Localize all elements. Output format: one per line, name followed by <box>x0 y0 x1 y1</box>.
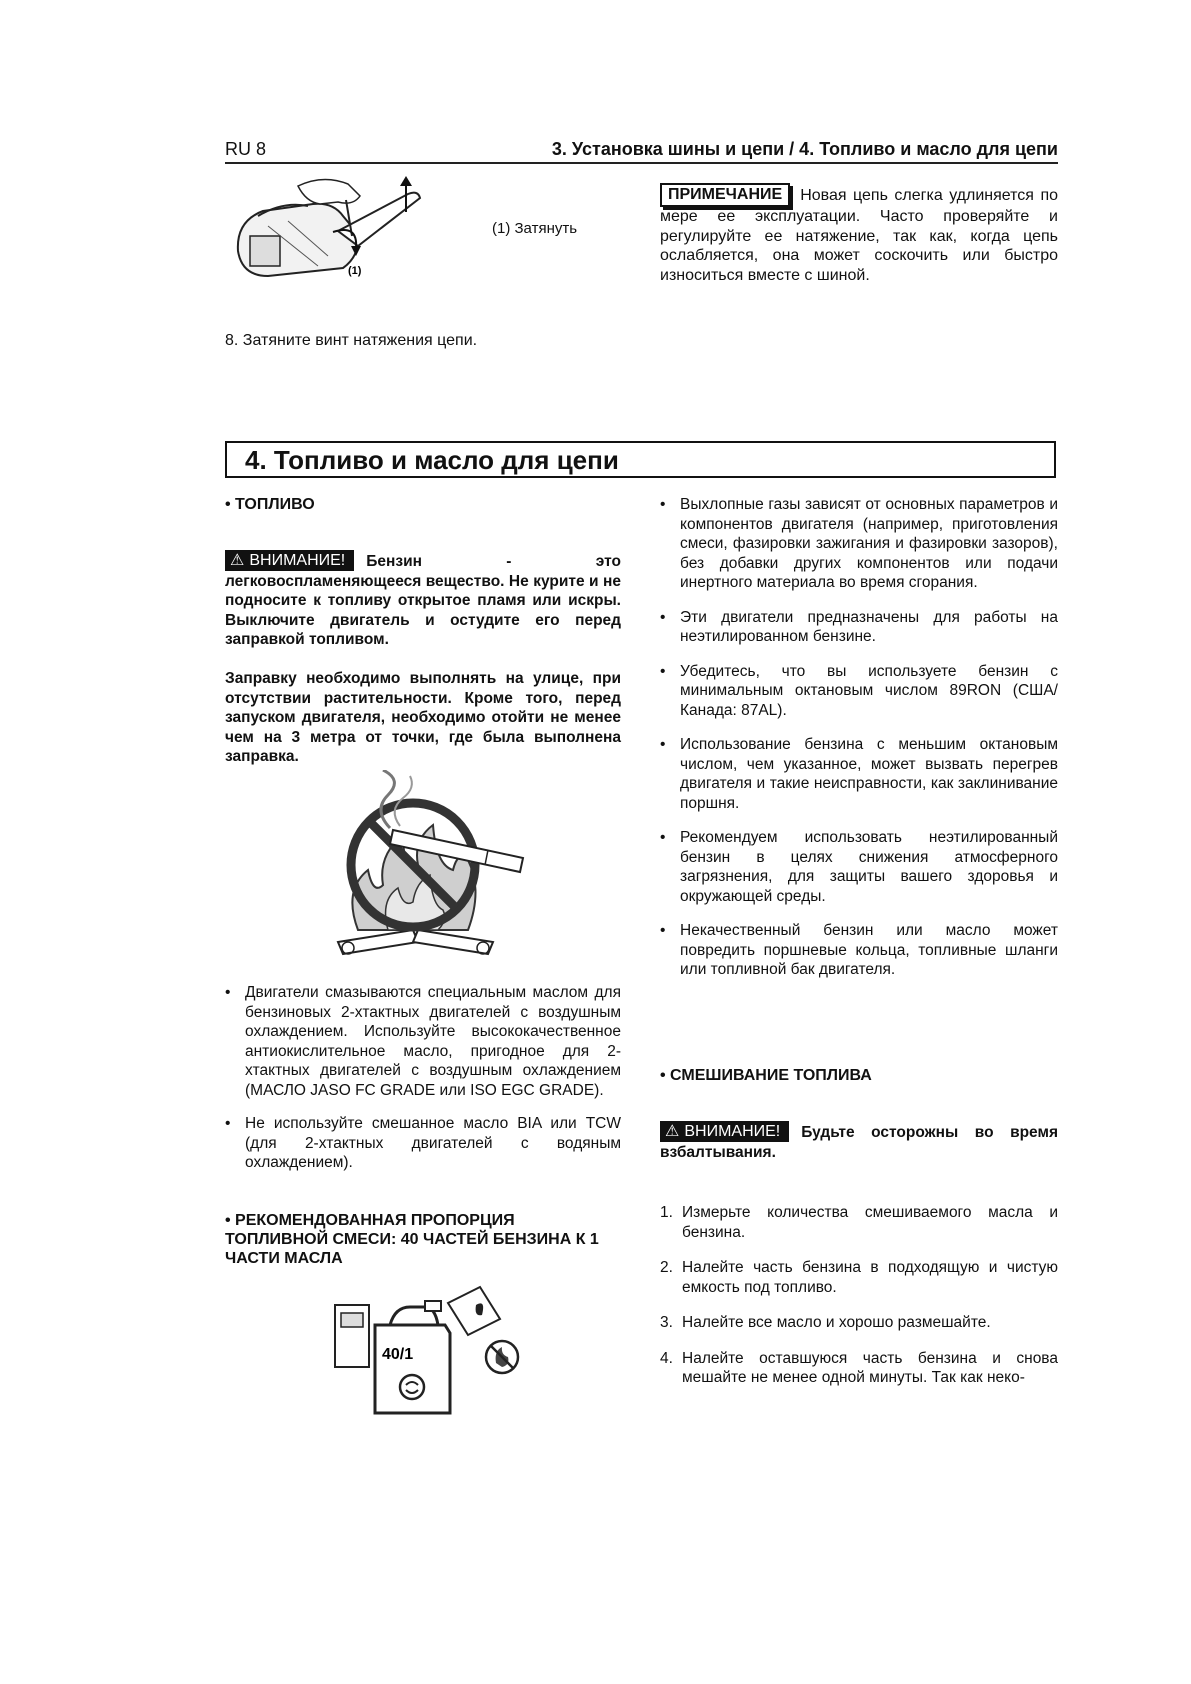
mixing-warning <box>660 1121 1058 1162</box>
fuel-heading: • ТОПЛИВО <box>225 496 315 513</box>
list-item: • Некачественный бензин или масло может повредить поршневые кольца, топливные шланги или топливной бак двигателя. <box>660 921 1058 980</box>
refuel-instructions: Заправку необходимо выполнять на улице, при отсутствии растительности. Кроме того, перед запуском двигателя, необходимо отойти не менее чем на 3 метра от точки, где была выполнена заправка. <box>225 670 621 765</box>
note-block <box>660 183 1058 285</box>
mixing-steps <box>660 1203 1058 1388</box>
mix-ratio-heading: • РЕКОМЕНДОВАННАЯ ПРОПОРЦИЯ ТОПЛИВНОЙ СМЕСИ: 40 ЧАСТЕЙ БЕНЗИНА К 1 ЧАСТИ МАСЛА <box>225 1212 599 1267</box>
warning-icon: ⚠ <box>230 552 245 569</box>
no-smoking-no-flame-icon <box>318 770 528 966</box>
warning-badge: ⚠ ВНИМАНИЕ! <box>660 1121 789 1142</box>
note-text: Новая цепь слегка удлиняется по мере ее эксплуатации. Часто проверяйте и регулируйте ее натяжение, так как, когда цепь ослабляется, она может соскочить или быстро износиться вместе с шиной. <box>660 187 1058 284</box>
header-divider <box>225 162 1058 164</box>
step-item: 1. Измерьте количества смешиваемого масла и бензина. <box>660 1204 1058 1241</box>
warning-badge: ⚠ ВНИМАНИЕ! <box>225 550 354 571</box>
fuel-warning <box>225 550 621 650</box>
list-item: • Двигатели смазываются специальным маслом для бензиновых 2-хтактных двигателей с воздушным охлаждением. Используйте высококачественное антиокислительное масло, пригодное для 2-хтактных двигателей с воздушным охлаждением (МАСЛО JASO FC GRADE или ISO EGC GRADE). <box>225 983 621 1100</box>
section-title: 4. Топливо и масло для цепи <box>225 441 1056 478</box>
list-item: • Эти двигатели предназначены для работы на неэтилированном бензине. <box>660 608 1058 647</box>
right-bullet-list <box>660 495 1058 980</box>
list-item: • Рекомендуем использовать неэтилированный бензин в целях снижения атмосферного загрязнения, для защиты вашего здоровья и окружающей среды. <box>660 828 1058 906</box>
fuel-can-illustration <box>330 1285 525 1420</box>
figure-caption: (1) Затянуть <box>492 220 578 237</box>
left-bullet-list <box>225 983 621 1173</box>
running-header-title: 3. Установка шины и цепи / 4. Топливо и масло для цепи <box>551 139 1058 159</box>
mixing-heading: • СМЕШИВАНИЕ ТОПЛИВА <box>660 1067 872 1084</box>
figure-callout: (1) <box>348 265 362 277</box>
step-item: 2. Налейте часть бензина в подходящую и чистую емкость под топливо. <box>660 1259 1058 1296</box>
can-ratio-label: 40/1 <box>382 1346 414 1363</box>
step-8: 8. Затяните винт натяжения цепи. <box>225 332 478 349</box>
step-item: 4. Налейте оставшуюся часть бензина и снова мешайте не менее одной минуты. Так как неко- <box>660 1349 1058 1386</box>
list-item: • Выхлопные газы зависят от основных параметров и компонентов двигателя (например, приготовления смеси, фазировки зажигания и фазировки зазоров), без добавки других компонентов или подачи инертного материала во время сгорания. <box>660 495 1058 593</box>
page-label: RU 8 <box>225 139 267 159</box>
note-badge: ПРИМЕЧАНИЕ <box>660 183 790 207</box>
list-item: • Убедитесь, что вы используете бензин с минимальным октановым числом 89RON (США/Канада: 87AL). <box>660 662 1058 721</box>
warning-text: Бензин - это легковоспламеняющееся вещество. Не курите и не подносите к топливу открытое пламя или искры. Выключите двигатель и остудите его перед заправкой топливом. <box>225 553 621 648</box>
warning-text: Будьте осторожны во время взбалтывания. <box>660 1124 1058 1161</box>
step-item: 3. Налейте все масло и хорошо размешайте. <box>660 1314 991 1331</box>
warning-icon: ⚠ <box>665 1123 680 1140</box>
chainsaw-tension-illustration <box>228 176 428 296</box>
list-item: • Не используйте смешанное масло BIA или TCW (для 2-хтактных двигателей с водяным охлаждением). <box>225 1114 621 1173</box>
list-item: • Использование бензина с меньшим октановым числом, чем указанное, может вызвать перегрев двигателя и такие неисправности, как заклинивание поршня. <box>660 735 1058 813</box>
